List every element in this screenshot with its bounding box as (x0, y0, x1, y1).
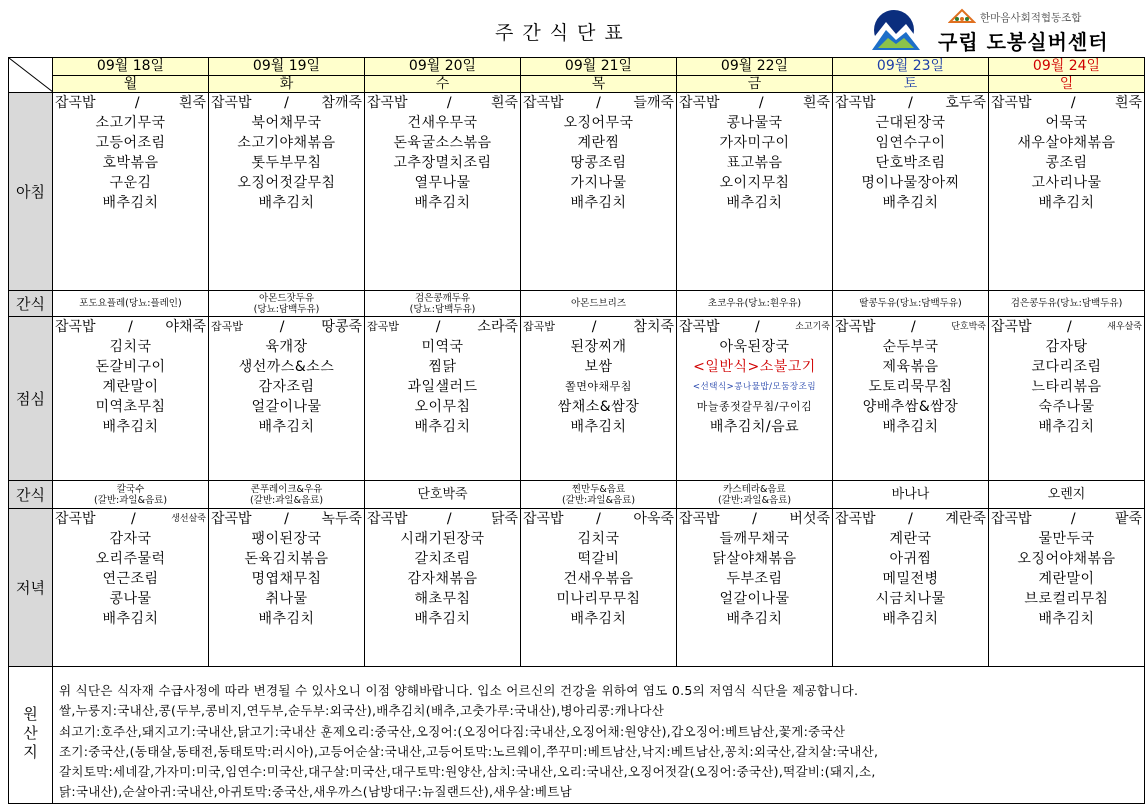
menu-item: 고추장멸치조림 (393, 155, 492, 171)
rice-label: 잡곡밥 (367, 320, 399, 333)
snack-cell (521, 481, 677, 509)
porridge-label: 버섯죽 (789, 511, 830, 527)
organization-logo (862, 8, 1137, 52)
menu-item: 명엽채무침 (251, 571, 322, 587)
rice-label: 잡곡밥 (211, 320, 243, 333)
menu-item: 열무나물 (414, 175, 471, 191)
rice-line (521, 93, 676, 113)
porridge-label: 아욱죽 (633, 511, 674, 527)
menu-item: 건새우볶음 (563, 571, 634, 587)
menu-item: 계란말이 (102, 379, 159, 395)
rice-label: 잡곡밥 (523, 511, 564, 527)
menu-item: 고사리나물 (1031, 175, 1102, 191)
snack-cell (521, 291, 677, 317)
meal-cell (833, 93, 989, 291)
slash-separator: / (596, 95, 601, 111)
date-cell: 09월 18일 (53, 58, 209, 76)
rice-line (53, 93, 208, 113)
meal-cell (209, 509, 365, 667)
menu-item: 어묵국 (1045, 115, 1088, 131)
date-cell: 09월 19일 (209, 58, 365, 76)
origin-label: 원산지 (9, 667, 53, 804)
slash-separator: / (279, 319, 285, 335)
menu-item: 배추김치 (102, 195, 159, 211)
porridge-label: 계란죽 (945, 511, 986, 527)
rice-line (833, 509, 988, 529)
rice-label: 잡곡밥 (835, 95, 876, 111)
rice-label: 잡곡밥 (835, 511, 876, 527)
porridge-label: 야채죽 (165, 319, 206, 335)
menu-item: 구운김 (109, 175, 152, 191)
slash-separator: / (435, 319, 441, 335)
rice-label: 잡곡밥 (367, 95, 408, 111)
menu-item: 쌈채소&쌈장 (557, 399, 640, 415)
snack-item: 아몬드잣두유 (258, 292, 315, 304)
morning-snack-row-label: 간식 (9, 291, 53, 317)
menu-item: 배추김치 (1038, 419, 1095, 435)
snack-item: (당뇨:담백두유) (409, 303, 476, 315)
menu-item: 감자탕 (1045, 339, 1088, 355)
menu-item: 김치국 (109, 339, 152, 355)
menu-item: 연근조림 (102, 571, 159, 587)
porridge-label: 땅콩죽 (321, 319, 362, 335)
origin-note-line: 갈치토막:세네갈,가자미:미국,임연수:미국산,대구살:미국산,대구토막:원양산,삼치:국내산,오리:국내산,오징어젓갈(오징어:중국산),떡갈비:(돼지,소, (59, 764, 876, 780)
menu-item: 호박볶음 (102, 155, 159, 171)
date-cell: 09월 20일 (365, 58, 521, 76)
menu-item: 찜닭 (428, 359, 457, 375)
slash-separator: / (911, 319, 916, 335)
menu-item: 오이무침 (414, 399, 471, 415)
menu-item: 가지나물 (570, 175, 627, 191)
rice-line (365, 317, 520, 337)
date-cell: 09월 21일 (521, 58, 677, 76)
rice-line (365, 93, 520, 113)
menu-item: 닭살야채볶음 (712, 551, 797, 567)
menu-item: 보쌈 (584, 359, 613, 375)
rice-line (53, 509, 208, 529)
menu-item: 오리주물럭 (95, 551, 166, 567)
snack-item: 찐만두&음료 (571, 483, 626, 495)
menu-item: 두부조림 (726, 571, 783, 587)
corner-cell (9, 58, 53, 93)
slash-separator: / (446, 95, 452, 111)
page-title: 주간식단표 (495, 22, 632, 44)
menu-item: 콩조림 (1045, 155, 1088, 171)
menu-item: 팽이된장국 (251, 531, 322, 547)
rice-label: 잡곡밥 (211, 95, 252, 111)
porridge-label: 새우살죽 (1107, 322, 1142, 332)
menu-item: 오징어무국 (563, 115, 634, 131)
menu-item: 돈육굴소스볶음 (393, 135, 492, 151)
menu-item: 고등어조림 (95, 135, 166, 151)
menu-item: 배추김치/음료 (709, 419, 800, 435)
menu-item: 배추김치 (882, 195, 939, 211)
menu-item: 얼갈이나물 (251, 399, 322, 415)
menu-item: 돈갈비구이 (95, 359, 166, 375)
menu-item: 순두부국 (882, 339, 939, 355)
porridge-label: 흰죽 (178, 95, 206, 111)
porridge-label: 흰죽 (1114, 95, 1142, 111)
rice-line (209, 93, 364, 113)
snack-item: 딸콩두유(당뇨:담백두유) (859, 298, 962, 309)
menu-item: 배추김치 (1038, 195, 1095, 211)
snack-cell (209, 291, 365, 317)
menu-item: 감자조림 (258, 379, 315, 395)
rice-line (677, 93, 832, 113)
menu-item: 배추김치 (414, 611, 471, 627)
mountain-logo-icon (862, 8, 928, 52)
origin-note-line: 위 식단은 식자재 수급사정에 따라 변경될 수 있사오니 이점 양해바랍니다. 입소 어르신의 건강을 위하여 염도 0.5의 저염식 식단을 제공합니다. (59, 683, 859, 698)
rice-line (209, 317, 364, 337)
menu-item: 계란찜 (577, 135, 620, 151)
origin-row (9, 667, 1145, 804)
dinner-row-label: 저녁 (9, 509, 53, 667)
slash-separator: / (446, 511, 452, 527)
meal-cell (365, 509, 521, 667)
menu-item: 된장찌개 (570, 339, 627, 355)
meal-cell (989, 317, 1145, 481)
rice-line (521, 317, 676, 337)
weekly-menu-table (8, 57, 1145, 804)
menu-item: 미나리무무침 (556, 591, 641, 607)
menu-item: 임연수구이 (875, 135, 946, 151)
menu-item: 배추김치 (570, 195, 627, 211)
slash-separator: / (596, 511, 601, 527)
afternoon-snack-row-label: 간식 (9, 481, 53, 509)
rice-label: 잡곡밥 (835, 319, 876, 335)
porridge-label: 팥죽 (1114, 511, 1142, 527)
menu-item: 배추김치 (1038, 611, 1095, 627)
porridge-label: 들깨죽 (633, 95, 674, 111)
menu-item: 코다리조림 (1031, 359, 1102, 375)
breakfast-row (9, 93, 1145, 291)
snack-item: 포도요플레(당뇨:플레인) (79, 298, 182, 309)
rice-label: 잡곡밥 (991, 511, 1032, 527)
snack-item: 콘푸레이크&우유 (250, 483, 323, 495)
menu-item: 오징어젓갈무침 (237, 175, 336, 191)
snack-cell (989, 481, 1145, 509)
menu-item: 메밀전병 (882, 571, 939, 587)
menu-item: 가자미구이 (719, 135, 790, 151)
rice-label: 잡곡밥 (55, 511, 96, 527)
meal-cell (989, 509, 1145, 667)
menu-item: 계란말이 (1038, 571, 1095, 587)
lunch-row (9, 317, 1145, 481)
menu-item: 아욱된장국 (719, 339, 790, 355)
menu-item: 표고볶음 (726, 155, 783, 171)
snack-cell (53, 291, 209, 317)
menu-item: 콩나물 (109, 591, 152, 607)
menu-item: 오이지무침 (719, 175, 790, 191)
meal-cell (365, 93, 521, 291)
menu-item: 들깨무채국 (719, 531, 790, 547)
menu-item: 감자국 (109, 531, 152, 547)
porridge-label: 닭죽 (490, 511, 518, 527)
diagonal-line (9, 58, 53, 92)
snack-item: 검은콩두유(당뇨:담백두유) (1010, 298, 1123, 309)
meal-cell (53, 509, 209, 667)
slash-separator: / (758, 95, 764, 111)
snack-item: 아몬드브리즈 (570, 298, 627, 309)
menu-item: 배추김치 (882, 419, 939, 435)
rice-label: 잡곡밥 (991, 95, 1032, 111)
snack-item: (갈반:과일&음료) (249, 494, 324, 506)
snack-cell (833, 481, 989, 509)
date-cell: 09월 23일 (833, 58, 989, 76)
lunch-row-label: 점심 (9, 317, 53, 481)
snack-cell (209, 481, 365, 509)
snack-item: 단호박죽 (417, 487, 468, 502)
slash-separator: / (752, 511, 757, 527)
weekday-row (9, 76, 1145, 93)
menu-item: 배추김치 (570, 419, 627, 435)
menu-item: 배추김치 (102, 419, 159, 435)
menu-item: 과일샐러드 (407, 379, 478, 395)
menu-item: 배추김치 (102, 611, 159, 627)
menu-item: 떡갈비 (577, 551, 620, 567)
snack-cell (365, 481, 521, 509)
slash-separator: / (131, 511, 136, 527)
weekday-cell: 수 (365, 76, 521, 93)
menu-item: 갈치조림 (414, 551, 471, 567)
menu-item: 배추김치 (570, 611, 627, 627)
org-name: 한마음사회적협동조합 (980, 12, 1082, 24)
snack-cell (677, 481, 833, 509)
snack-item: 초코우유(당뇨:흰우유) (707, 298, 802, 309)
menu-item: 물만두국 (1038, 531, 1095, 547)
rice-line (833, 93, 988, 113)
snack-cell (833, 291, 989, 317)
slash-separator: / (1070, 511, 1076, 527)
breakfast-row-label: 아침 (9, 93, 53, 291)
menu-item: 김치국 (577, 531, 620, 547)
rice-line (989, 509, 1144, 529)
rice-label: 잡곡밥 (55, 319, 96, 335)
meal-cell (677, 317, 833, 481)
snack-item: 오렌지 (1047, 487, 1086, 502)
origin-note-line: 쌀,누룽지:국내산,콩(두부,콩비지,연두부,순두부:외국산),배추김치(배추,고춧가루:국내산),병아리콩:캐나다산 (59, 703, 665, 719)
weekday-cell: 금 (677, 76, 833, 93)
rice-label: 잡곡밥 (679, 95, 720, 111)
snack-item: 검은콩깨두유 (414, 292, 471, 304)
slash-separator: / (284, 511, 289, 527)
origin-note-line: 닭:국내산),순살아귀:국내산,아귀토막:중국산,새우까스(남방대구:뉴질랜드산),새우살:베트남 (59, 784, 573, 800)
rice-line (677, 317, 832, 337)
date-cell: 09월 22일 (677, 58, 833, 76)
menu-item: 미역초무침 (95, 399, 166, 415)
menu-item: 얼갈이나물 (719, 591, 790, 607)
rice-line (989, 93, 1144, 113)
snack-item: (당뇨:담백두유) (253, 303, 320, 315)
menu-item: 땅콩조림 (570, 155, 627, 171)
menu-item: 돈육김치볶음 (244, 551, 329, 567)
porridge-label: 단호박죽 (951, 322, 986, 332)
weekday-cell: 일 (989, 76, 1145, 93)
meal-cell (365, 317, 521, 481)
rice-line (989, 317, 1144, 337)
meal-cell (521, 317, 677, 481)
origin-note-line: 조기:중국산,(동태살,동태전,동태토막:러시아),고등어순살:국내산,고등어토막:노르웨이,쭈꾸미:베트남산,낙지:베트남산,꽁치:외국산,갈치살:국내산, (59, 743, 879, 759)
menu-item: 시래기된장국 (400, 531, 485, 547)
rice-label: 잡곡밥 (991, 319, 1032, 335)
snack-item: 카스테라&음료 (723, 483, 786, 495)
date-row (9, 58, 1145, 76)
menu-item: 숙주나물 (1038, 399, 1095, 415)
porridge-label: 녹두죽 (321, 511, 362, 527)
menu-item: <일반식>소불고기 (693, 359, 816, 375)
menu-item: 새우살야채볶음 (1017, 135, 1116, 151)
porridge-label: 흰죽 (802, 95, 830, 111)
slash-separator: / (284, 95, 289, 111)
menu-item: 제육볶음 (882, 359, 939, 375)
menu-item: 근대된장국 (875, 115, 946, 131)
dinner-row (9, 509, 1145, 667)
rice-label: 잡곡밥 (679, 319, 720, 335)
slash-separator: / (755, 319, 760, 335)
snack-cell (989, 291, 1145, 317)
meal-cell (833, 509, 989, 667)
rice-label: 잡곡밥 (367, 511, 408, 527)
menu-item: 미역국 (421, 339, 464, 355)
porridge-label: 참깨죽 (321, 95, 362, 111)
snack-cell (365, 291, 521, 317)
menu-item: 단호박조림 (875, 155, 946, 171)
meal-cell (677, 93, 833, 291)
meal-cell (53, 93, 209, 291)
menu-item: <선택식>콩나물밥/모둠장조림 (692, 382, 817, 392)
weekday-cell: 월 (53, 76, 209, 93)
meal-cell (521, 93, 677, 291)
meal-cell (833, 317, 989, 481)
menu-item: 배추김치 (882, 611, 939, 627)
afternoon-snack-row (9, 481, 1145, 509)
rice-line (53, 317, 208, 337)
menu-item: 배추김치 (258, 611, 315, 627)
rice-label: 잡곡밥 (55, 95, 96, 111)
menu-item: 취나물 (265, 591, 308, 607)
slash-separator: / (591, 319, 597, 335)
menu-item: 배추김치 (726, 611, 783, 627)
rice-line (209, 509, 364, 529)
menu-item: 쫄면야채무침 (565, 380, 632, 393)
rice-line (833, 317, 988, 337)
menu-item: 배추김치 (726, 195, 783, 211)
origin-note-line: 쇠고기:호주산,돼지고기:국내산,닭고기:국내산 훈제오리:중국산,오징어:(오징어다짐:국내산,오징어채:원양산),갑오징어:베트남산,꽃게:중국산 (59, 723, 846, 739)
menu-item: 육개장 (265, 339, 308, 355)
menu-item: 오징어야채볶음 (1017, 551, 1116, 567)
slash-separator: / (908, 95, 913, 111)
snack-cell (677, 291, 833, 317)
snack-cell (53, 481, 209, 509)
menu-item: 콩나물국 (726, 115, 783, 131)
center-name: 구립 도봉실버센터 (938, 30, 1109, 54)
date-cell: 09월 24일 (989, 58, 1145, 76)
menu-item: 느타리볶음 (1031, 379, 1102, 395)
porridge-label: 생선살죽 (171, 514, 206, 524)
menu-item: 배추김치 (258, 419, 315, 435)
morning-snack-row (9, 291, 1145, 317)
menu-item: 감자채볶음 (407, 571, 478, 587)
porridge-label: 흰죽 (490, 95, 518, 111)
menu-item: 도토리묵무침 (868, 379, 953, 395)
rice-label: 잡곡밥 (523, 95, 564, 111)
menu-item: 양배추쌈&쌈장 (862, 399, 959, 415)
rice-label: 잡곡밥 (211, 511, 252, 527)
slash-separator: / (134, 95, 140, 111)
origin-notes (53, 667, 1145, 804)
rice-label: 잡곡밥 (523, 320, 555, 333)
menu-item: 아귀찜 (889, 551, 932, 567)
menu-item: 건새우무국 (407, 115, 478, 131)
menu-item: 북어채무국 (251, 115, 322, 131)
menu-item: 배추김치 (414, 195, 471, 211)
rice-line (365, 509, 520, 529)
weekday-cell: 화 (209, 76, 365, 93)
meal-cell (521, 509, 677, 667)
slash-separator: / (1070, 95, 1076, 111)
rice-line (677, 509, 832, 529)
menu-item: 마늘종젓갈무침/구이김 (696, 400, 813, 413)
meal-cell (209, 317, 365, 481)
snack-item: (갈반:과일&음료) (561, 494, 636, 506)
menu-item: 브로컬리무침 (1024, 591, 1109, 607)
menu-item: 소고기무국 (95, 115, 166, 131)
slash-separator: / (908, 511, 913, 527)
porridge-label: 소라죽 (477, 319, 518, 335)
meal-cell (677, 509, 833, 667)
snack-item: 칼국수 (116, 483, 145, 495)
menu-item: 명이나물장아찌 (861, 175, 960, 191)
porridge-label: 참치죽 (633, 319, 674, 335)
menu-item: 톳두부무침 (251, 155, 322, 171)
menu-item: 시금치나물 (875, 591, 946, 607)
menu-item: 소고기야채볶음 (237, 135, 336, 151)
slash-separator: / (128, 319, 133, 335)
cooperative-emblem-icon (948, 8, 976, 24)
weekday-cell: 목 (521, 76, 677, 93)
snack-item: 바나나 (891, 487, 930, 502)
weekday-cell: 토 (833, 76, 989, 93)
porridge-label: 호두죽 (945, 95, 986, 111)
rice-line (521, 509, 676, 529)
rice-label: 잡곡밥 (679, 511, 720, 527)
snack-item: (갈반:과일&음료) (717, 494, 792, 506)
menu-item: 배추김치 (258, 195, 315, 211)
menu-item: 배추김치 (414, 419, 471, 435)
menu-item: 계란국 (889, 531, 932, 547)
porridge-label: 소고기죽 (795, 322, 830, 332)
menu-item: 생선까스&소스 (238, 359, 335, 375)
meal-cell (53, 317, 209, 481)
menu-item: 해초무침 (414, 591, 471, 607)
slash-separator: / (1067, 319, 1072, 335)
meal-cell (209, 93, 365, 291)
snack-item: (갈반:과일&음료) (93, 494, 168, 506)
meal-cell (989, 93, 1145, 291)
